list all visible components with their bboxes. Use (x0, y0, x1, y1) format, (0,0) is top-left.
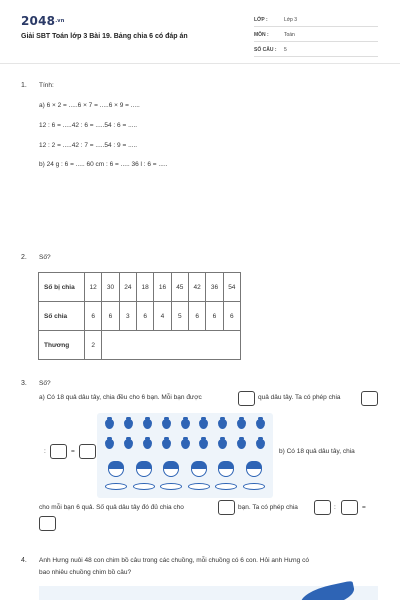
table-cell: 5 (171, 302, 188, 331)
table-cell: 6 (206, 302, 223, 331)
table-row (39, 273, 241, 302)
strawberry-icon (143, 439, 152, 449)
strawberry-icon (218, 419, 227, 429)
answer-cell[interactable] (102, 331, 241, 360)
table-cell: 54 (223, 273, 240, 302)
meta-subject (254, 30, 378, 42)
table-cell: 6 (223, 302, 240, 331)
question-text: b) Có 18 quả dâu tây, chia (279, 448, 355, 455)
strawberry-row (105, 419, 265, 429)
logo-suffix: .vn (55, 18, 65, 24)
answer-box[interactable] (50, 444, 67, 459)
answer-box[interactable] (361, 391, 378, 406)
strawberry-icon (162, 419, 171, 429)
question-number: 2. (21, 254, 27, 261)
strawberry-icon (124, 439, 133, 449)
row-label: Số bị chia (39, 273, 85, 302)
site-logo[interactable] (21, 14, 65, 28)
table-cell: 30 (102, 273, 119, 302)
question-text: quả dâu tây. Ta có phép chia (258, 394, 341, 401)
strawberry-icon (218, 439, 227, 449)
strawberry-icon (105, 439, 114, 449)
equals-symbol: = (362, 504, 366, 511)
page-title: Giải SBT Toán lớp 3 Bài 19. Bảng chia 6 có đáp án (21, 33, 188, 40)
child-with-plate-icon (243, 461, 265, 495)
table-cell: 2 (85, 331, 102, 360)
question-text: bạn. Ta có phép chia (238, 504, 298, 511)
table-cell: 3 (119, 302, 136, 331)
table-cell: 45 (171, 273, 188, 302)
child-with-plate-icon (133, 461, 155, 495)
exercise-line: a) 6 × 2 = .....6 × 7 = .....6 × 9 = ..... (39, 102, 140, 109)
meta-value: Toán (284, 32, 295, 38)
strawberry-icon (124, 419, 133, 429)
logo-text: 2048 (21, 14, 56, 28)
row-label: Thương (39, 331, 85, 360)
table-cell: 24 (119, 273, 136, 302)
question-title: Số? (39, 380, 51, 387)
answer-box[interactable] (238, 391, 255, 406)
meta-count (254, 45, 378, 57)
table-cell: 36 (206, 273, 223, 302)
strawberry-icon (143, 419, 152, 429)
strawberry-icon (256, 439, 265, 449)
meta-value: 5 (284, 47, 287, 53)
meta-label: MÔN : (254, 32, 269, 38)
table-cell: 16 (154, 273, 171, 302)
meta-label: SỐ CÂU : (254, 47, 277, 53)
table-cell: 42 (188, 273, 205, 302)
table-cell: 18 (136, 273, 153, 302)
table-cell: 6 (136, 302, 153, 331)
equals-symbol: = (71, 448, 75, 455)
strawberry-icon (237, 419, 246, 429)
division-table (38, 272, 241, 360)
table-row (39, 302, 241, 331)
question-number: 4. (21, 557, 27, 564)
strawberry-illustration (97, 413, 273, 498)
table-cell: 6 (102, 302, 119, 331)
answer-box[interactable] (218, 500, 235, 515)
exercise-line: 12 : 2 = .....42 : 7 = .....54 : 9 = ..... (39, 142, 138, 149)
strawberry-icon (181, 439, 190, 449)
header (0, 0, 400, 64)
meta-class (254, 15, 378, 27)
question-text: a) Có 18 quả dâu tây, chia đều cho 6 bạn. Mỗi bạn được (39, 394, 202, 401)
children-row (105, 461, 265, 495)
table-row (39, 331, 241, 360)
table-cell: 6 (85, 302, 102, 331)
child-with-plate-icon (188, 461, 210, 495)
table-cell: 4 (154, 302, 171, 331)
exercise-line: 12 : 6 = .....42 : 6 = .....54 : 6 = ..... (39, 122, 138, 129)
question-text: cho mỗi bạn 6 quả. Số quả dâu tây đó đủ chia cho (39, 504, 184, 511)
question-number: 3. (21, 380, 27, 387)
question-number: 1. (21, 82, 27, 89)
table-cell: 12 (85, 273, 102, 302)
exercise-line: b) 24 g : 6 = ..... 60 cm : 6 = ..... 36 l : 6 = ..... (39, 161, 168, 168)
answer-box[interactable] (39, 516, 56, 531)
answer-box[interactable] (79, 444, 96, 459)
table-cell: 6 (188, 302, 205, 331)
strawberry-icon (181, 419, 190, 429)
child-with-plate-icon (105, 461, 127, 495)
question-text: Anh Hưng nuôi 48 con chim bồ câu trong các chuồng, mỗi chuồng có 6 con. Hỏi anh Hưng có (39, 557, 309, 564)
strawberry-icon (237, 439, 246, 449)
meta-value: Lớp 3 (284, 17, 298, 23)
colon-symbol: : (44, 448, 46, 455)
meta-label: LỚP : (254, 17, 268, 23)
strawberry-row (105, 439, 265, 449)
colon-symbol: : (334, 504, 336, 511)
child-with-plate-icon (215, 461, 237, 495)
strawberry-icon (199, 439, 208, 449)
strawberry-icon (105, 419, 114, 429)
question-text: bao nhiêu chuồng chim bồ câu? (39, 569, 132, 576)
question-title: Số? (39, 254, 51, 261)
child-with-plate-icon (160, 461, 182, 495)
row-label: Số chia (39, 302, 85, 331)
strawberry-icon (162, 439, 171, 449)
strawberry-icon (256, 419, 265, 429)
question-title: Tính: (39, 82, 54, 89)
strawberry-icon (199, 419, 208, 429)
answer-box[interactable] (341, 500, 358, 515)
answer-box[interactable] (314, 500, 331, 515)
